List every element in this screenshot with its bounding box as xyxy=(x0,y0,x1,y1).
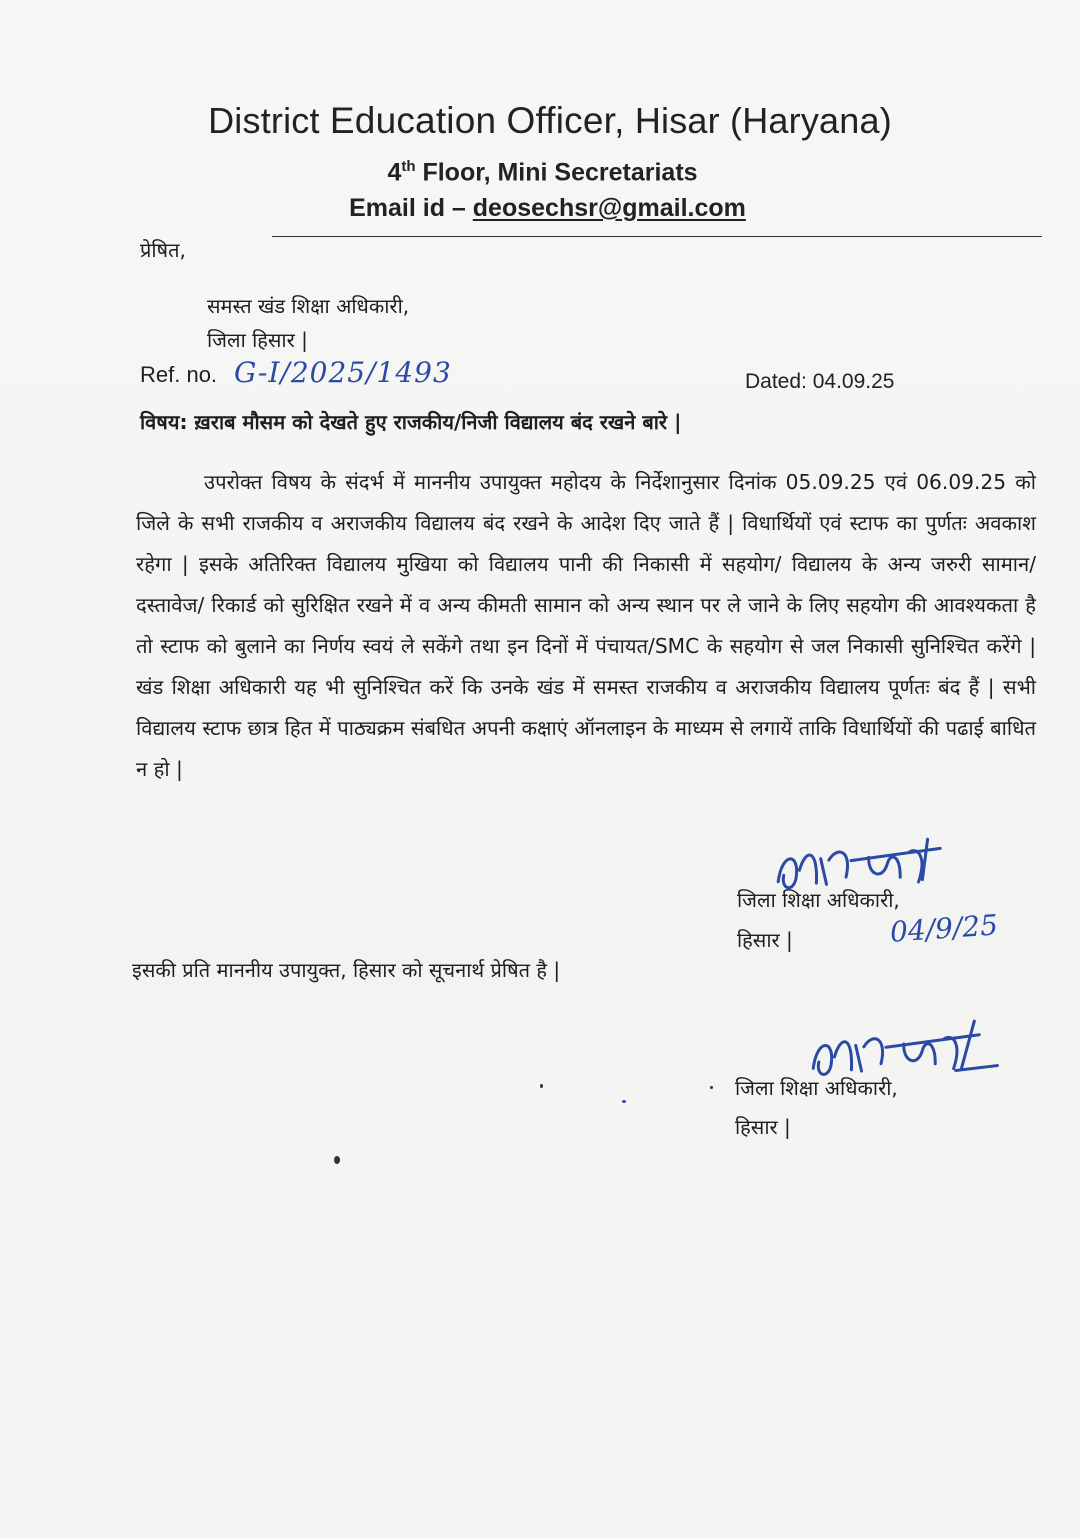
ink-speck xyxy=(334,1156,340,1164)
dated: Dated: 04.09.25 xyxy=(745,370,895,393)
signature2-title: जिला शिक्षा अधिकारी, xyxy=(735,1076,898,1100)
ink-speck xyxy=(710,1086,713,1089)
office-address xyxy=(0,158,1080,187)
floor-text: Floor, Mini Secretariats xyxy=(415,158,698,187)
signature1-date: 04/9/25 xyxy=(888,908,999,949)
addressee-line1: समस्त खंड शिक्षा अधिकारी, xyxy=(207,294,410,318)
floor-number: 4 xyxy=(387,158,402,187)
office-title-part4: Hisar (Haryana) xyxy=(634,100,892,141)
ref-number: G-I/2025/1493 xyxy=(234,356,452,389)
office-email xyxy=(0,194,1080,223)
ink-speck xyxy=(622,1100,626,1103)
floor-suffix: th xyxy=(401,158,416,175)
header-divider xyxy=(272,236,1042,237)
signature2-place: हिसार | xyxy=(735,1115,791,1139)
signature1-title: जिला शिक्षा अधिकारी, xyxy=(737,888,900,912)
office-title xyxy=(0,100,1080,142)
ink-speck xyxy=(540,1084,543,1088)
ref-label: Ref. no. xyxy=(140,362,218,387)
office-title-part2: Education xyxy=(329,100,497,141)
body-paragraph: उपरोक्त विषय के संदर्भ में माननीय उपायुक्त महोदय के निर्देशानुसार दिनांक 05.09.25 एवं 06.09.25 को जिले के सभी राजकीय व अराजकीय विद्यालय बंद रखने के आदेश दिए जाते हैं | विधार्थियों एवं स्टाफ का पुर्णतः अवकाश रहेगा | इसके अतिरिक्त विद्यालय मुखिया को विद्यालय पानी की निकासी में सहयोग/ विद्यालय के अन्य जरुरी सामान/ दस्तावेज/ रिकार्ड को सुरिक्षित रखने में व अन्य कीमती सामान को अन्य स्थान पर ले जाने के लिए सहयोग की आवश्यकता है तो स्टाफ को बुलाने का निर्णय स्वयं ले सकेंगे तथा इन दिनों में पंचायत/SMC के सहयोग से जल निकासी सुनिश्चित करेंगे |खंड शिक्षा अधिकारी यह भी सुनिश्चित करें कि उनके खंड में समस्त राजकीय व अराजकीय विद्यालय पूर्णतः बंद हैं | सभी विद्यालय स्टाफ छात्र हित में पाठ्यक्रम संबधित अपनी कक्षाएं ऑनलाइन के माध्यम से लगायें ताकि विधार्थियों की पढाई बाधित न हो | xyxy=(136,470,1036,781)
subject-label: विषय: xyxy=(140,410,188,434)
office-title-part1: District xyxy=(208,100,320,141)
subject-line xyxy=(140,408,681,435)
subject-text: ख़राब मौसम को देखते हुए राजकीय/निजी विद्यालय बंद रखने बारे | xyxy=(187,410,682,434)
email-link[interactable]: deosechsr@gmail.com xyxy=(472,194,746,222)
signature1-place: हिसार | xyxy=(737,928,793,952)
addressee-line2: जिला हिसार | xyxy=(207,328,308,352)
copy-forward-line: इसकी प्रति माननीय उपायुक्त, हिसार को सूचनार्थ प्रेषित है | xyxy=(132,958,561,982)
office-title-part3: Officer, xyxy=(506,100,625,141)
email-label: Email id – xyxy=(349,194,473,222)
salutation: प्रेषित, xyxy=(140,238,186,262)
